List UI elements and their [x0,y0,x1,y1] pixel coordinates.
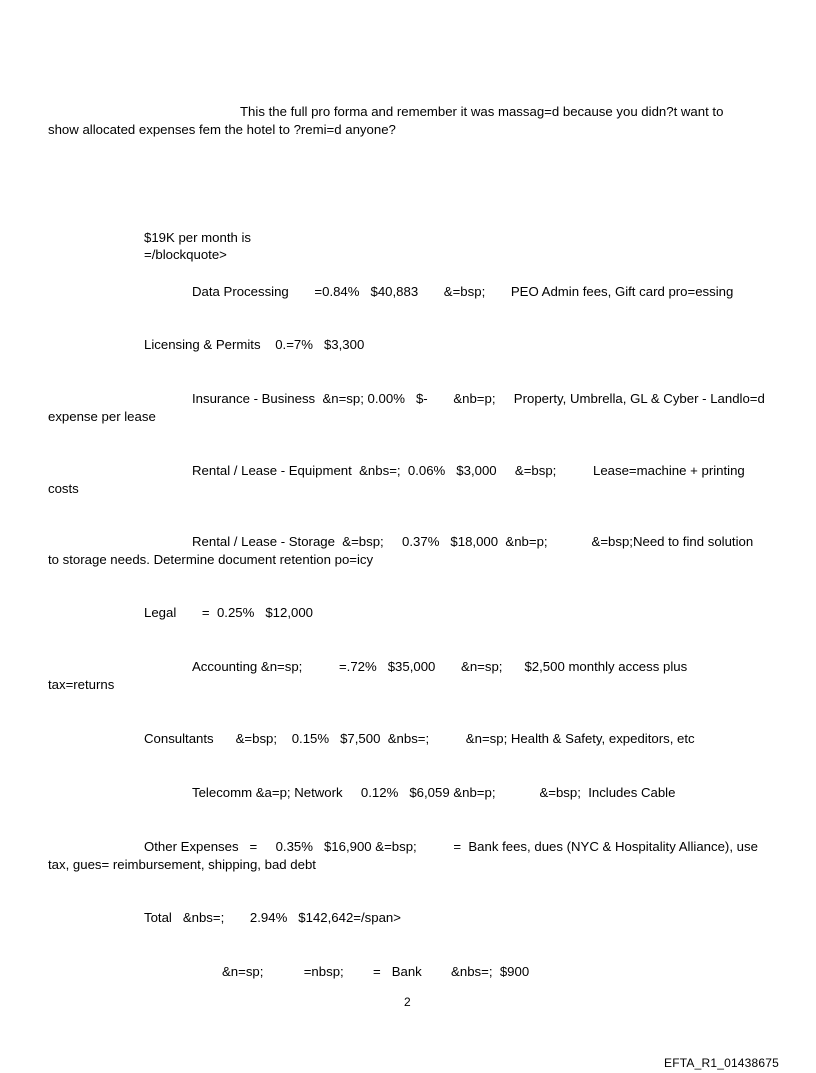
row-licensing-permits: Licensing & Permits 0.=7% $3,300 [144,337,365,352]
row-legal: Legal = 0.25% $12,000 [144,605,313,620]
row-other-expenses-cont: tax, gues= reimbursement, shipping, bad debt [48,857,316,872]
page-number: 2 [404,995,411,1009]
note-line-1: $19K per month is [144,230,252,245]
note-line-2: =/blockquote> [144,247,227,262]
row-total: Total &nbs=; 2.94% $142,642=/span> [144,910,401,925]
intro-line-1: This the full pro forma and remember it was massag=d because you didn?t want to [240,104,724,119]
row-rental-equipment-cont: costs [48,481,79,496]
row-rental-equipment: Rental / Lease - Equipment &nbs=; 0.06% $3,000 &=bsp; Lease=machine + printing [192,463,745,478]
row-other-expenses: Other Expenses = 0.35% $16,900 &=bsp; = Bank fees, dues (NYC & Hospitality Alliance), use [144,839,758,854]
row-telecomm: Telecomm &a=p; Network 0.12% $6,059 &nb=p; &=bsp; Includes Cable [192,785,676,800]
row-bank: &n=sp; =nbsp; = Bank &nbs=; $900 [222,964,530,979]
row-accounting-cont: tax=returns [48,677,115,692]
row-rental-storage-cont: to storage needs. Determine document retention po=icy [48,552,374,567]
row-rental-storage: Rental / Lease - Storage &=bsp; 0.37% $18,000 &nb=p; &=bsp;Need to find solution [192,534,754,549]
document-id-footer: EFTA_R1_01438675 [664,1056,780,1070]
row-data-processing: Data Processing =0.84% $40,883 &=bsp; PEO Admin fees, Gift card pro=essing [192,284,734,299]
row-accounting: Accounting &n=sp; =.72% $35,000 &n=sp; $2,500 monthly access plus [192,659,688,674]
row-insurance-business: Insurance - Business &n=sp; 0.00% $- &nb=p; Property, Umbrella, GL & Cyber - Landlo=d [192,391,765,406]
row-insurance-business-cont: expense per lease [48,409,156,424]
intro-line-2: show allocated expenses fem the hotel to ?remi=d anyone? [48,122,396,137]
row-consultants: Consultants &=bsp; 0.15% $7,500 &nbs=; &n=sp; Health & Safety, expeditors, etc [144,731,695,746]
